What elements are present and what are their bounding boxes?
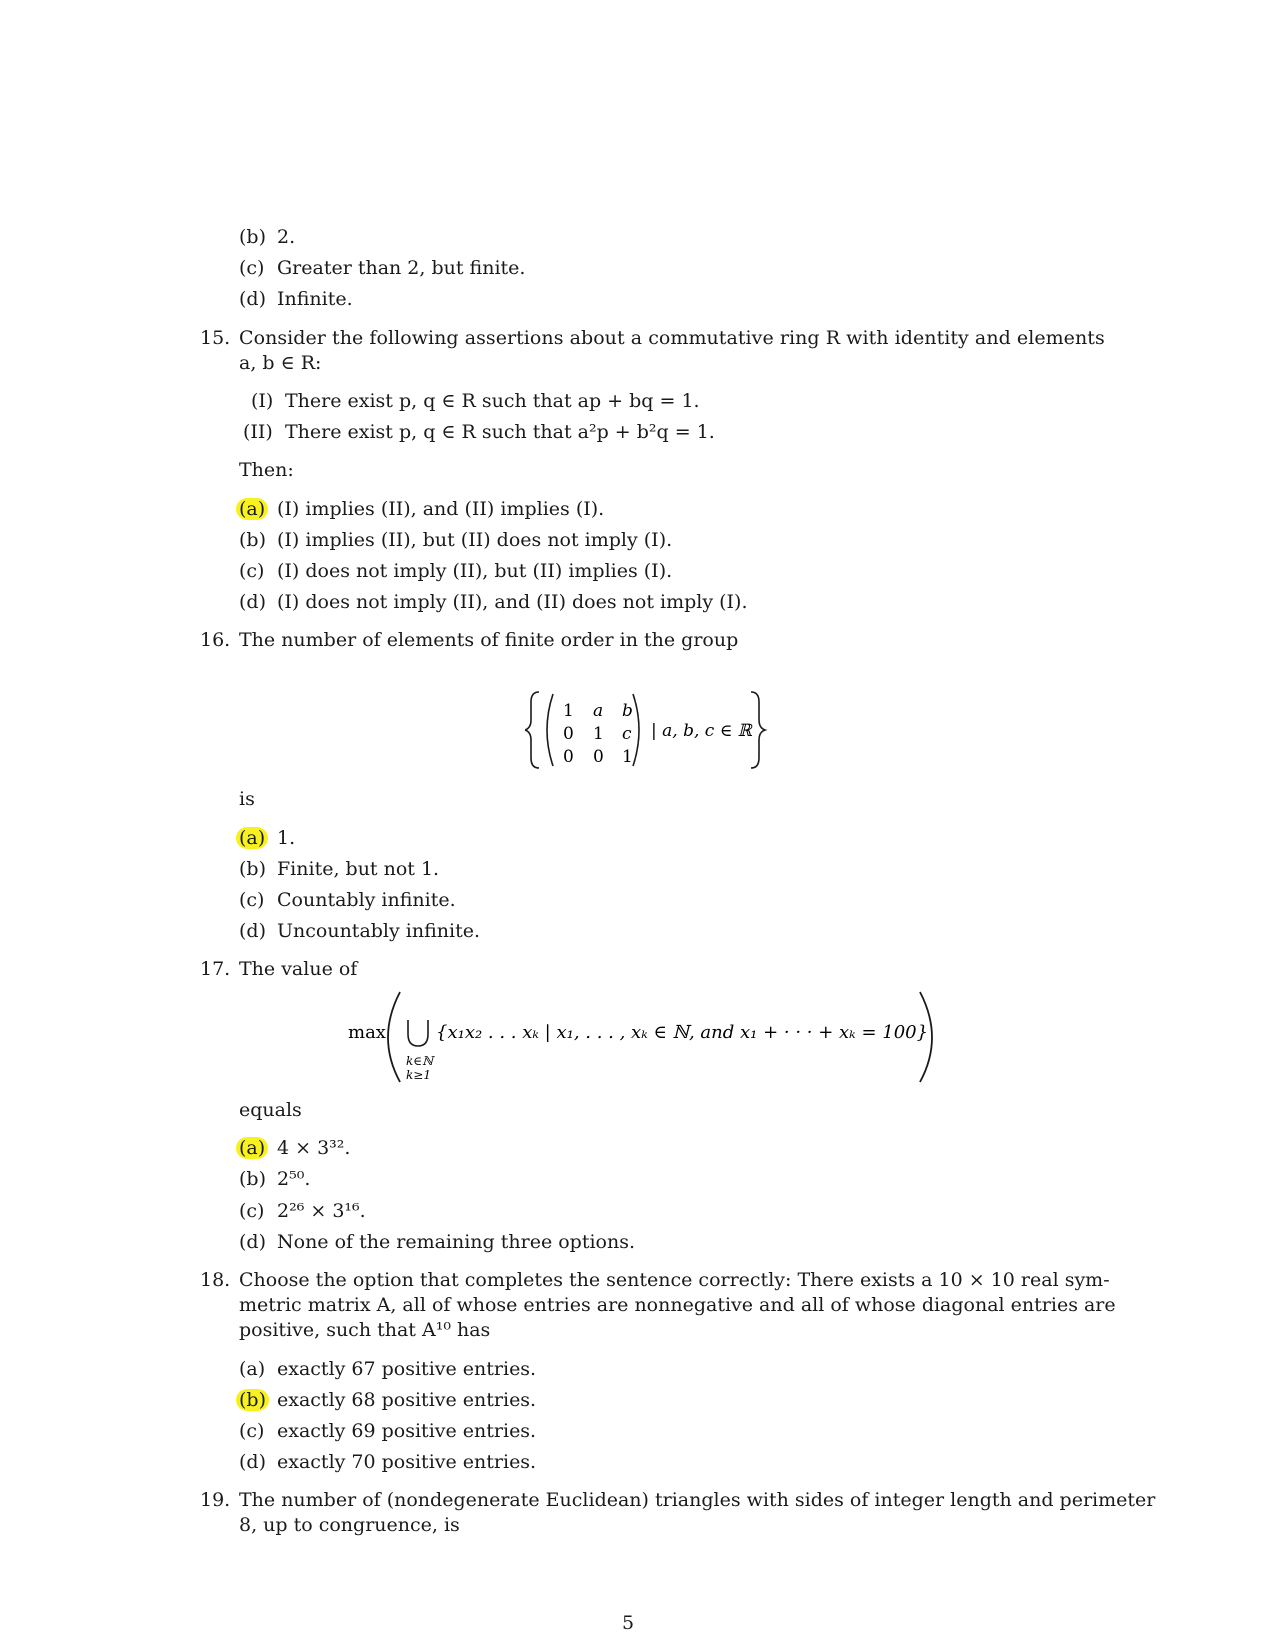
- union-subscript: k≥1: [406, 1068, 431, 1082]
- matrix-entry: 0: [593, 747, 604, 767]
- assertion-text: There exist p, q ∈ R such that a²p + b²q = 1.: [285, 421, 715, 443]
- option-text: exactly 67 positive entries.: [277, 1358, 537, 1380]
- question-stem: The value of: [239, 958, 358, 980]
- question-connector: equals: [239, 1099, 302, 1121]
- option-row: [239, 225, 295, 249]
- option-row: [239, 528, 672, 552]
- option-label: (b): [239, 529, 266, 551]
- set-expression: {x₁x₂ . . . xₖ | x₁, . . . , xₖ ∈ ℕ, and x₁ + · · · + xₖ = 100}: [436, 1022, 929, 1043]
- question-number: 16.: [200, 629, 231, 651]
- question-stem: The number of elements of finite order in the group: [239, 629, 739, 651]
- max-operator: max: [348, 1022, 386, 1043]
- option-row: [239, 1388, 536, 1412]
- option-label: (c): [239, 889, 265, 911]
- option-text: Greater than 2, but finite.: [277, 257, 526, 279]
- assertion-label: (I): [251, 390, 274, 412]
- question-stem: The number of (nondegenerate Euclidean) triangles with sides of integer length and perimeter: [239, 1489, 1156, 1511]
- option-label: (c): [239, 257, 265, 279]
- option-text: (I) implies (II), but (II) does not imply (I).: [277, 529, 673, 551]
- assertion-label: (II): [243, 421, 273, 443]
- option-label: [239, 1136, 277, 1160]
- option-text: (I) does not imply (II), and (II) does not imply (I).: [277, 591, 748, 613]
- left-brace: [525, 692, 539, 768]
- question-stem: metric matrix A, all of whose entries are nonnegative and all of whose diagonal entries are: [239, 1294, 1116, 1316]
- question-stem: positive, such that A¹⁰ has: [239, 1319, 491, 1341]
- option-row: [239, 1136, 350, 1160]
- question-number: 15.: [200, 327, 231, 349]
- option-text: exactly 70 positive entries.: [277, 1451, 537, 1473]
- assertion-row: [243, 420, 715, 444]
- set-condition: | a, b, c ∈ ℝ: [651, 721, 752, 741]
- option-label: [239, 1388, 277, 1412]
- option-text: (I) does not imply (II), but (II) implies (I).: [277, 560, 673, 582]
- option-label: (a): [239, 1358, 266, 1380]
- left-paren: [547, 694, 553, 766]
- option-text: 2.: [277, 226, 296, 248]
- right-paren: [633, 694, 639, 766]
- question-stem: 8, up to congruence, is: [239, 1514, 460, 1536]
- question-number: 18.: [200, 1269, 231, 1291]
- matrix-entry: 1: [593, 724, 604, 744]
- option-row: [239, 857, 439, 881]
- option-text: exactly 69 positive entries.: [277, 1420, 537, 1442]
- option-text: Countably infinite.: [277, 889, 456, 911]
- option-row: [239, 1357, 536, 1381]
- option-row: [239, 287, 353, 311]
- option-text: Uncountably infinite.: [277, 920, 480, 942]
- matrix-entry: 1: [563, 701, 574, 721]
- assertion-row: [251, 389, 700, 413]
- option-text: 2⁵⁰.: [277, 1168, 311, 1190]
- matrix-entry: 0: [563, 724, 574, 744]
- question-connector: is: [239, 788, 255, 810]
- option-text: (I) implies (II), and (II) implies (I).: [277, 498, 605, 520]
- option-label: (d): [239, 1451, 266, 1473]
- option-label: (d): [239, 920, 266, 942]
- option-row: [239, 1450, 536, 1474]
- answer-highlight: (a): [236, 498, 268, 520]
- option-row: [239, 590, 747, 614]
- option-text: 1.: [277, 827, 296, 849]
- option-row: [239, 888, 456, 912]
- max-union-formula: [340, 990, 960, 1090]
- option-label: (c): [239, 1200, 265, 1222]
- answer-highlight: (a): [236, 827, 268, 849]
- option-text: 4 × 3³².: [277, 1137, 351, 1159]
- question-stem: Choose the option that completes the sentence correctly: There exists a 10 × 10 real sym-: [239, 1269, 1110, 1291]
- option-row: [239, 826, 295, 850]
- option-text: 2²⁶ × 3¹⁶.: [277, 1200, 366, 1222]
- question-number: 19.: [200, 1489, 231, 1511]
- page-number: 5: [622, 1612, 635, 1634]
- matrix-entry: c: [622, 724, 632, 744]
- option-row: [239, 919, 480, 943]
- option-label: (d): [239, 288, 266, 310]
- question-connector: Then:: [239, 459, 294, 481]
- option-row: [239, 1199, 366, 1223]
- question-number: 17.: [200, 958, 231, 980]
- assertion-text: There exist p, q ∈ R such that ap + bq = 1.: [285, 390, 700, 412]
- matrix-entry: a: [593, 701, 604, 721]
- option-text: Infinite.: [277, 288, 353, 310]
- matrix-set-formula: [525, 688, 785, 772]
- option-row: [239, 256, 525, 280]
- matrix-entry: 1: [622, 747, 633, 767]
- option-row: [239, 1167, 310, 1191]
- option-label: (b): [239, 226, 266, 248]
- matrix-entry: 0: [563, 747, 574, 767]
- option-label: (d): [239, 1231, 266, 1253]
- option-label: (b): [239, 1168, 266, 1190]
- left-paren: [388, 992, 400, 1082]
- matrix-entry: b: [622, 701, 633, 721]
- right-brace: [751, 692, 765, 768]
- option-label: (c): [239, 560, 265, 582]
- question-stem: Consider the following assertions about a commutative ring R with identity and elements: [239, 327, 1105, 349]
- option-text: exactly 68 positive entries.: [277, 1389, 537, 1411]
- option-label: (c): [239, 1420, 265, 1442]
- option-text: None of the remaining three options.: [277, 1231, 636, 1253]
- question-stem: a, b ∈ R:: [239, 352, 322, 374]
- union-subscript: k∈ℕ: [406, 1054, 434, 1068]
- option-label: (b): [239, 858, 266, 880]
- option-row: [239, 559, 672, 583]
- option-label: (d): [239, 591, 266, 613]
- option-row: [239, 1419, 536, 1443]
- option-row: [239, 1230, 635, 1254]
- option-text: Finite, but not 1.: [277, 858, 440, 880]
- answer-highlight: (a): [236, 1137, 268, 1159]
- option-label: [239, 826, 277, 850]
- option-row: [239, 497, 604, 521]
- union-symbol: [408, 1020, 428, 1046]
- answer-highlight: (b): [236, 1389, 269, 1411]
- option-label: [239, 497, 277, 521]
